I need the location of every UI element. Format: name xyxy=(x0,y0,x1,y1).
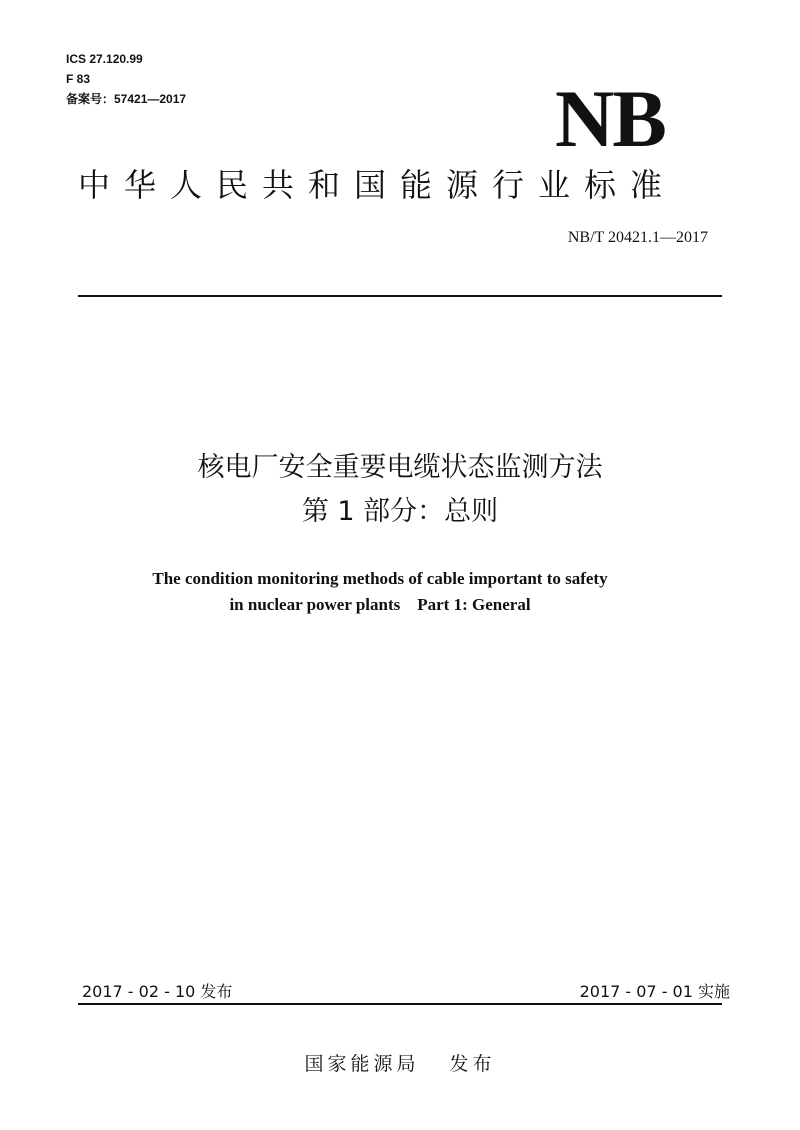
issuer-line xyxy=(0,1052,800,1076)
top-divider xyxy=(78,295,722,297)
filing-number: 备案号：57421—2017 xyxy=(66,92,187,106)
implementation-date: 2017 - 07 - 01 实施 xyxy=(579,982,730,1001)
issue-date: 2017 - 02 - 10 发布 xyxy=(82,982,233,1001)
issuer-name: 国家能源局 xyxy=(304,1053,420,1075)
issuer-action: 发布 xyxy=(449,1053,496,1075)
title-en-line2: in nuclear power plants Part 1: General xyxy=(229,595,531,614)
title-en-line1: The condition monitoring methods of cable important to safety xyxy=(152,569,608,588)
standard-number: NB/T 20421.1—2017 xyxy=(567,229,708,246)
bottom-divider xyxy=(78,1003,722,1005)
title-cn-line2: 第 1 部分：总则 xyxy=(301,496,499,527)
nb-logo: NB xyxy=(555,73,665,164)
org-title: 中华人民共和国能源行业标准 xyxy=(78,166,677,204)
ics-code: ICS 27.120.99 xyxy=(66,52,143,66)
title-cn-line1: 核电厂安全重要电缆状态监测方法 xyxy=(197,452,603,483)
category-code: F 83 xyxy=(66,72,91,86)
